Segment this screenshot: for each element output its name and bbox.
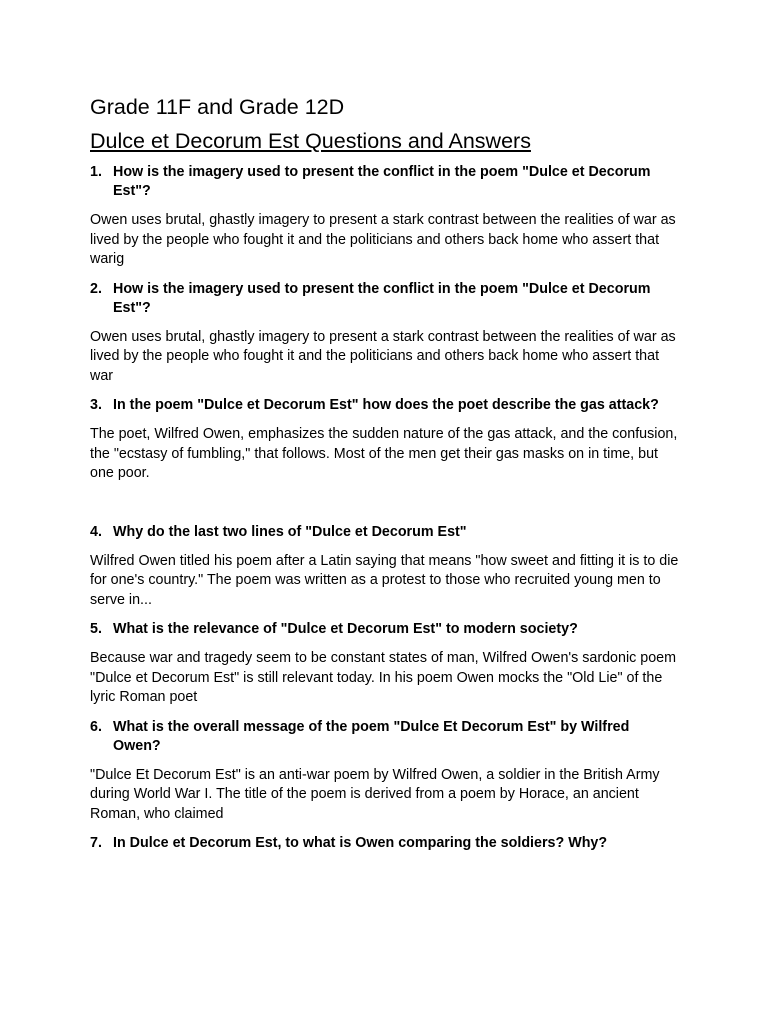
question-number: 1. <box>90 164 102 180</box>
question-1 <box>90 163 680 201</box>
answer-4: Wilfred Owen titled his poem after a Latin saying that means "how sweet and fitting it is to die for one's country." The poem was written as a protest to those who recruited young men to serve in... <box>90 552 679 608</box>
question-number: 5. <box>90 621 102 637</box>
question-number: 4. <box>90 523 102 540</box>
document-page <box>90 93 680 853</box>
qa-item-7 <box>90 834 680 853</box>
answer-1: Owen uses brutal, ghastly imagery to present a stark contrast between the realities of war as lived by the people who fought it and the politicians and others back home who assert that warig <box>90 212 676 267</box>
answer-2: Owen uses brutal, ghastly imagery to present a stark contrast between the realities of war as lived by the people who fought it and the politicians and others back home who assert that war <box>90 328 676 384</box>
question-2 <box>90 280 680 318</box>
question-5 <box>90 620 680 639</box>
question-7 <box>90 834 680 853</box>
question-text: What is the overall message of the poem "Dulce Et Decorum Est" by Wilfred Owen? <box>113 718 630 754</box>
question-text: In Dulce et Decorum Est, to what is Owen comparing the soldiers? Why? <box>113 835 608 851</box>
qa-item-2 <box>90 280 680 387</box>
question-number: 6. <box>90 718 102 735</box>
qa-list <box>90 163 680 853</box>
question-6 <box>90 718 680 756</box>
answer-3: The poet, Wilfred Owen, emphasizes the sudden nature of the gas attack, and the confusion, the "ecstasy of fumbling," that follows. Most of the men get their gas masks on in time, but one poor. <box>90 426 678 481</box>
question-text: How is the imagery used to present the conflict in the poem "Dulce et Decorum Est"? <box>113 164 651 199</box>
question-number: 2. <box>90 280 102 297</box>
qa-item-5 <box>90 620 680 708</box>
question-4 <box>90 523 680 542</box>
question-text: Why do the last two lines of "Dulce et Decorum Est" <box>113 523 467 540</box>
question-3 <box>90 396 680 415</box>
question-text: In the poem "Dulce et Decorum Est" how does the poet describe the gas attack? <box>113 397 659 413</box>
grade-title: Grade 11F and Grade 12D <box>90 95 345 119</box>
document-title: Dulce et Decorum Est Questions and Answers <box>90 129 531 153</box>
answer-6: "Dulce Et Decorum Est" is an anti-war poem by Wilfred Owen, a soldier in the British Army during World War I. The title of the poem is derived from a poem by Horace, an ancient Roman, who claimed <box>90 766 660 822</box>
qa-item-1 <box>90 163 680 270</box>
qa-item-4 <box>90 523 680 611</box>
qa-item-6 <box>90 718 680 825</box>
answer-5: Because war and tragedy seem to be constant states of man, Wilfred Owen's sardonic poem "Dulce et Decorum Est" is still relevant today. In his poem Owen mocks the "Old Lie" of the lyric Roman poet <box>90 650 677 705</box>
question-number: 7. <box>90 835 102 851</box>
qa-item-3 <box>90 396 680 484</box>
question-text: How is the imagery used to present the conflict in the poem "Dulce et Decorum Est"? <box>113 280 651 316</box>
question-text: What is the relevance of "Dulce et Decorum Est" to modern society? <box>113 621 578 637</box>
question-number: 3. <box>90 397 102 413</box>
